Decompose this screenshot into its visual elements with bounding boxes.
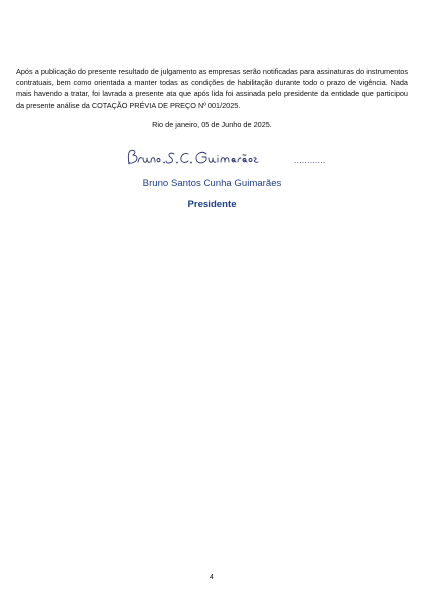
page-number: 4 <box>210 574 214 581</box>
signer-role: Presidente <box>187 199 237 210</box>
date-line: Rio de janeiro, 05 de Junho de 2025. <box>152 120 272 129</box>
handwritten-signature <box>124 146 338 170</box>
signature-dots: ............ <box>294 156 326 165</box>
body-paragraph: Após a publicação do presente resultado de julgamento as empresas serão notificadas para assinaturas do instrumentos contratuais, bem como orientada a manter todas as condições de habilitação durante todo o prazo de vigência. Nada mais havendo a tratar, foi lavrada a presente ata que após lida foi assinada pelo presidente da entidade que participou da presente análise da COTAÇÃO PRÉVIA DE PREÇO Nº 001/2025. <box>16 67 408 110</box>
signer-name: Bruno Santos Cunha Guimarães <box>142 178 282 189</box>
